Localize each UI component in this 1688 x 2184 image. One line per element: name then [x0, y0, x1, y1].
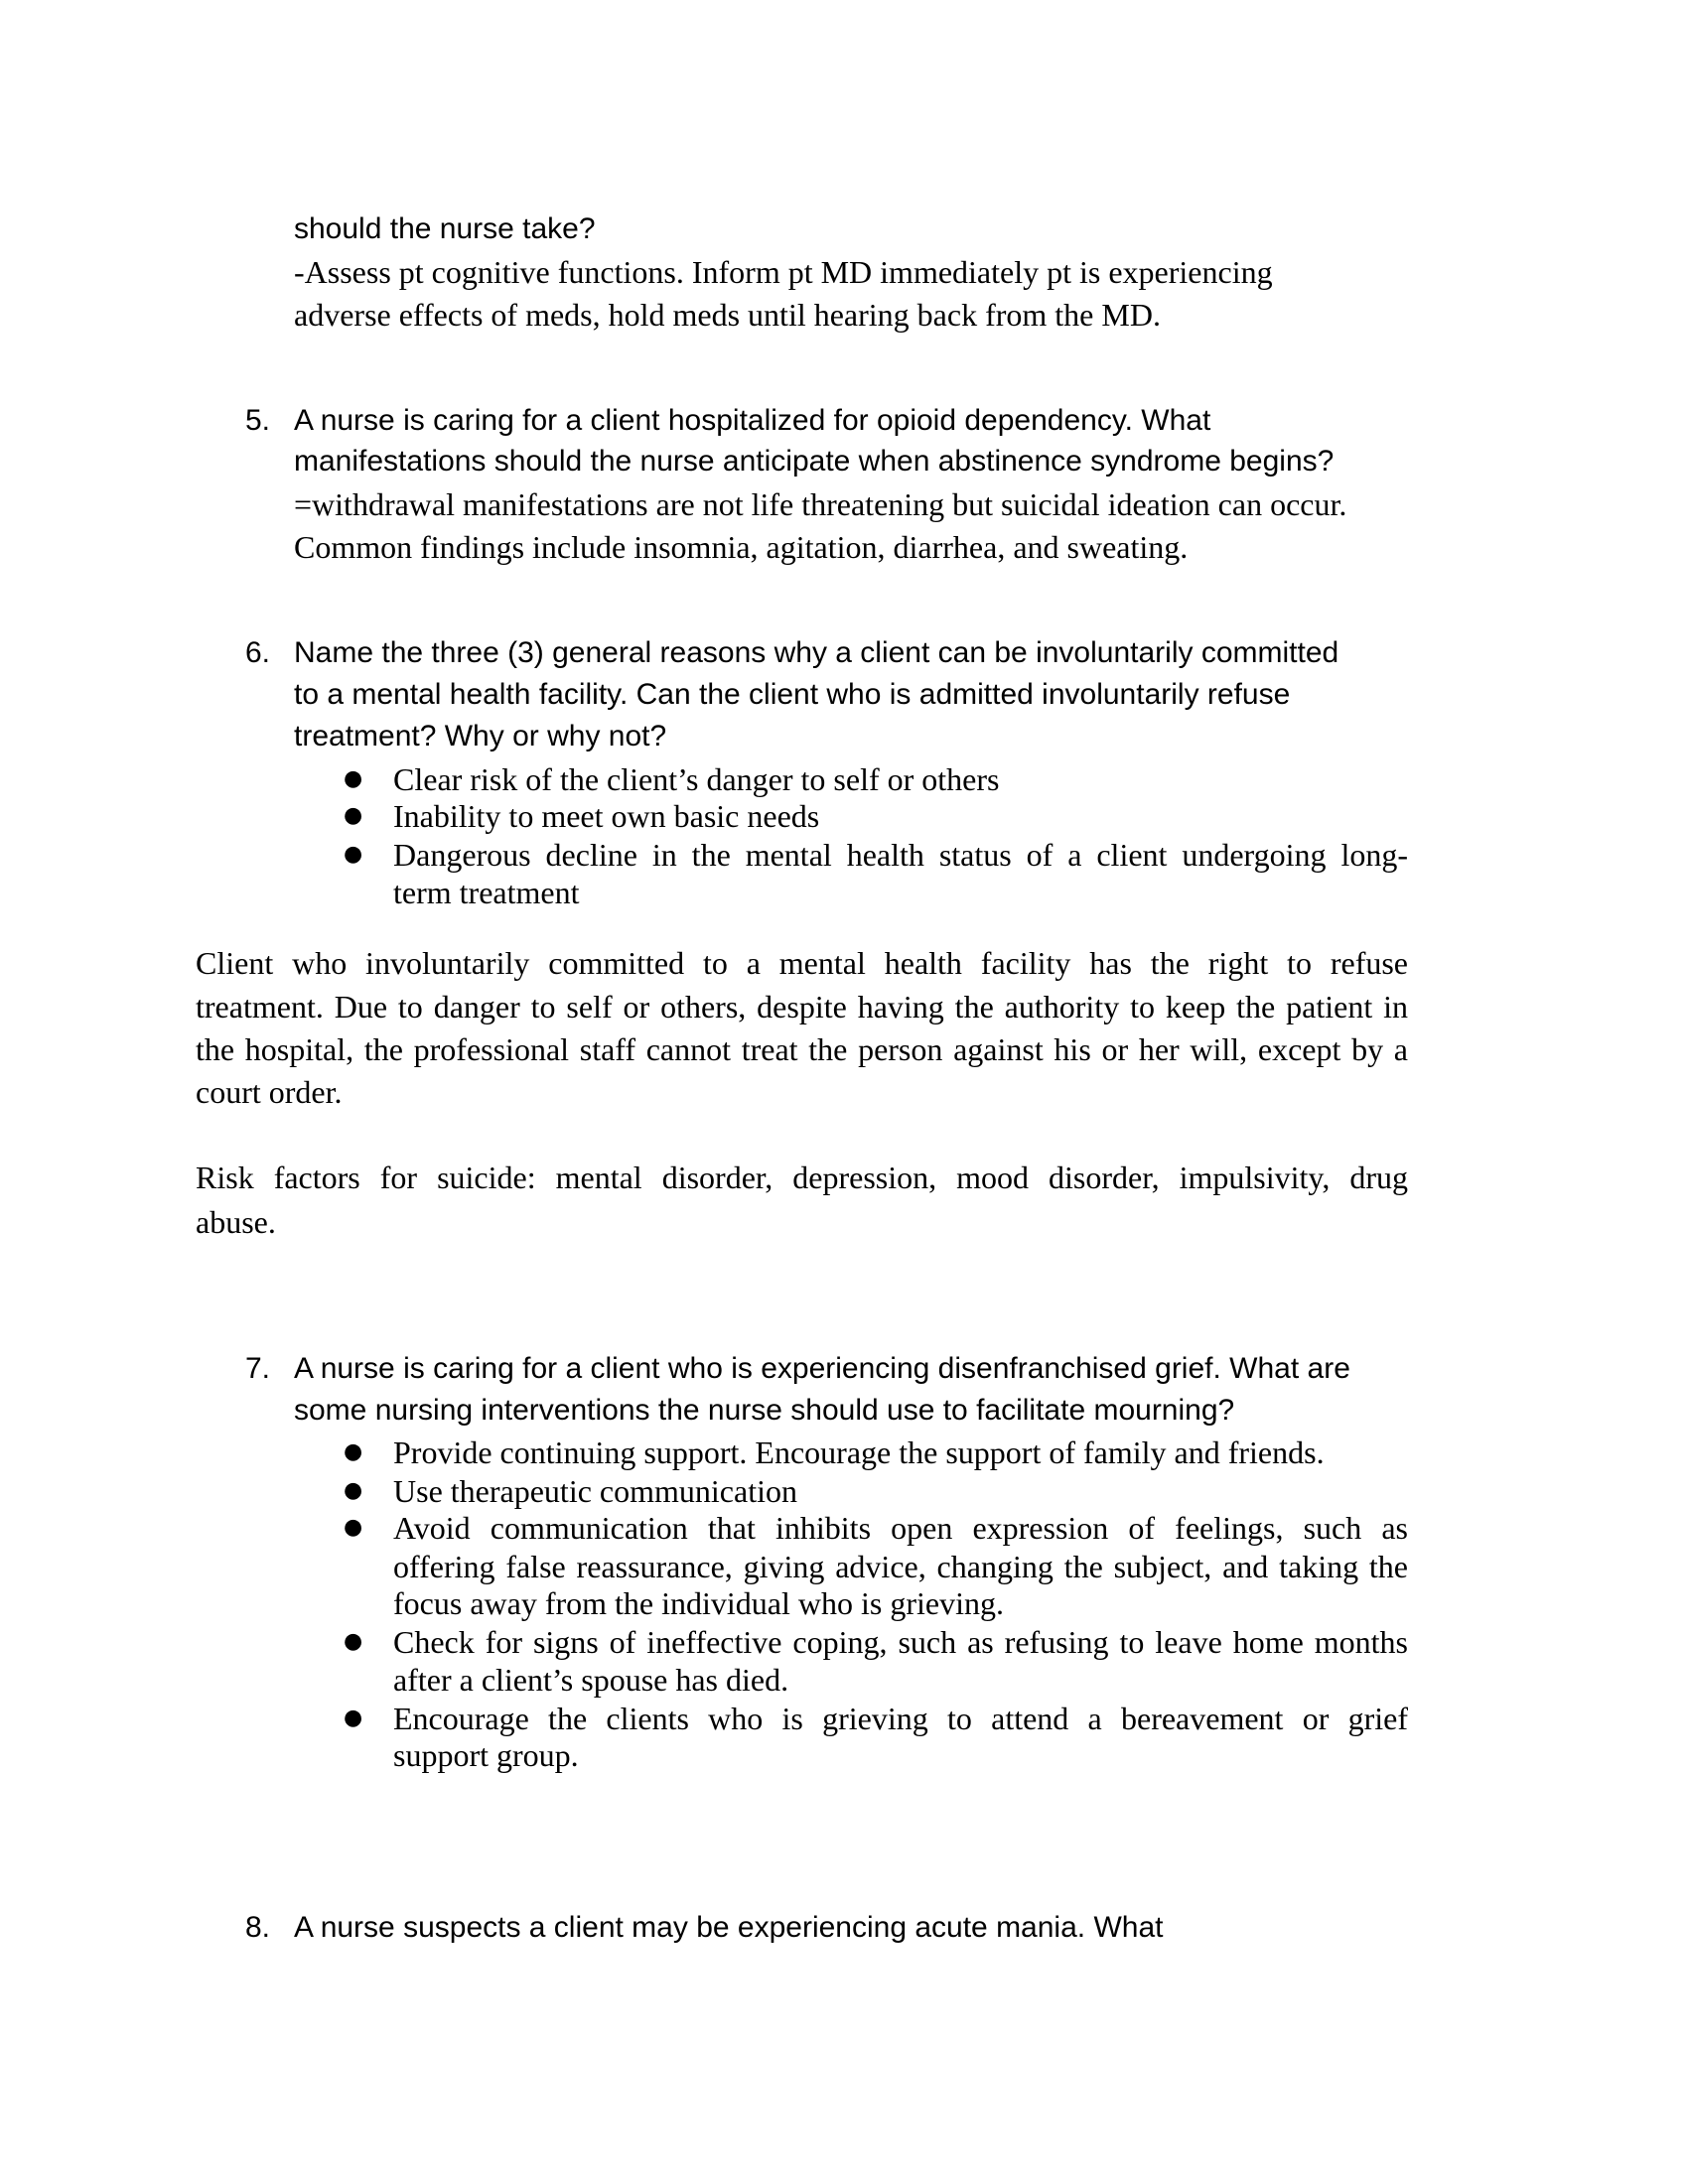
- intervention-item: Provide continuing support. Encourage the support of family and friends.: [393, 1434, 1325, 1470]
- answer-4-line: adverse effects of meds, hold meds until hearing back from the MD.: [294, 297, 1161, 333]
- intervention-item: Use therapeutic communication: [393, 1473, 797, 1509]
- question-8-number: 8.: [245, 1911, 271, 1944]
- reason-item-continued: term treatment: [393, 875, 580, 910]
- reason-item: Clear risk of the client’s danger to self or others: [393, 761, 1000, 797]
- paragraph-line: treatment. Due to danger to self or others, despite having the authority to keep the patient in: [196, 989, 1408, 1024]
- bullet-icon: ●: [344, 842, 363, 867]
- risk-factors-line: Risk factors for suicide: mental disorder, depression, mood disorder, impulsivity, drug: [196, 1160, 1408, 1195]
- bullet-icon: ●: [344, 1478, 363, 1503]
- intervention-item: Encourage the clients who is grieving to attend a bereavement or grief: [393, 1701, 1408, 1736]
- answer-4-line: -Assess pt cognitive functions. Inform pt MD immediately pt is experiencing: [294, 254, 1273, 290]
- paragraph-line: court order.: [196, 1074, 343, 1110]
- bullet-icon: ●: [344, 1706, 363, 1730]
- bullet-icon: ●: [344, 766, 363, 791]
- question-6-line: treatment? Why or why not?: [294, 720, 667, 752]
- bullet-icon: ●: [344, 1515, 363, 1540]
- question-5-line: manifestations should the nurse anticipate when abstinence syndrome begins?: [294, 445, 1335, 478]
- answer-5-line: Common findings include insomnia, agitation, diarrhea, and sweating.: [294, 529, 1189, 565]
- paragraph-line: Client who involuntarily committed to a mental health facility has the right to refuse: [196, 945, 1408, 981]
- bullet-icon: ●: [344, 803, 363, 828]
- question-7-line: some nursing interventions the nurse should use to facilitate mourning?: [294, 1394, 1235, 1427]
- intervention-item-continued: support group.: [393, 1737, 579, 1773]
- risk-factors-line: abuse.: [196, 1204, 276, 1240]
- question-6-number: 6.: [245, 636, 271, 669]
- question-6-line: Name the three (3) general reasons why a client can be involuntarily committed: [294, 636, 1339, 669]
- intervention-item-continued: offering false reassurance, giving advice, changing the subject, and taking the: [393, 1549, 1408, 1584]
- reason-item: Dangerous decline in the mental health status of a client undergoing long-: [393, 837, 1408, 873]
- question-8-line: A nurse suspects a client may be experiencing acute mania. What: [294, 1911, 1164, 1944]
- bullet-icon: ●: [344, 1629, 363, 1654]
- intervention-item: Avoid communication that inhibits open expression of feelings, such as: [393, 1510, 1408, 1546]
- question-7-number: 7.: [245, 1352, 271, 1385]
- paragraph-line: the hospital, the professional staff cannot treat the person against his or her will, except by a: [196, 1031, 1408, 1067]
- question-4-tail: should the nurse take?: [294, 212, 596, 245]
- question-5-line: A nurse is caring for a client hospitalized for opioid dependency. What: [294, 404, 1211, 437]
- question-6-line: to a mental health facility. Can the client who is admitted involuntarily refuse: [294, 678, 1291, 711]
- intervention-item: Check for signs of ineffective coping, such as refusing to leave home months: [393, 1624, 1408, 1660]
- intervention-item-continued: focus away from the individual who is grieving.: [393, 1585, 1004, 1621]
- reason-item: Inability to meet own basic needs: [393, 798, 820, 834]
- intervention-item-continued: after a client’s spouse has died.: [393, 1662, 789, 1698]
- question-5-number: 5.: [245, 404, 271, 437]
- answer-5-line: =withdrawal manifestations are not life threatening but suicidal ideation can occur.: [294, 486, 1347, 522]
- bullet-icon: ●: [344, 1439, 363, 1464]
- question-7-line: A nurse is caring for a client who is experiencing disenfranchised grief. What are: [294, 1352, 1350, 1385]
